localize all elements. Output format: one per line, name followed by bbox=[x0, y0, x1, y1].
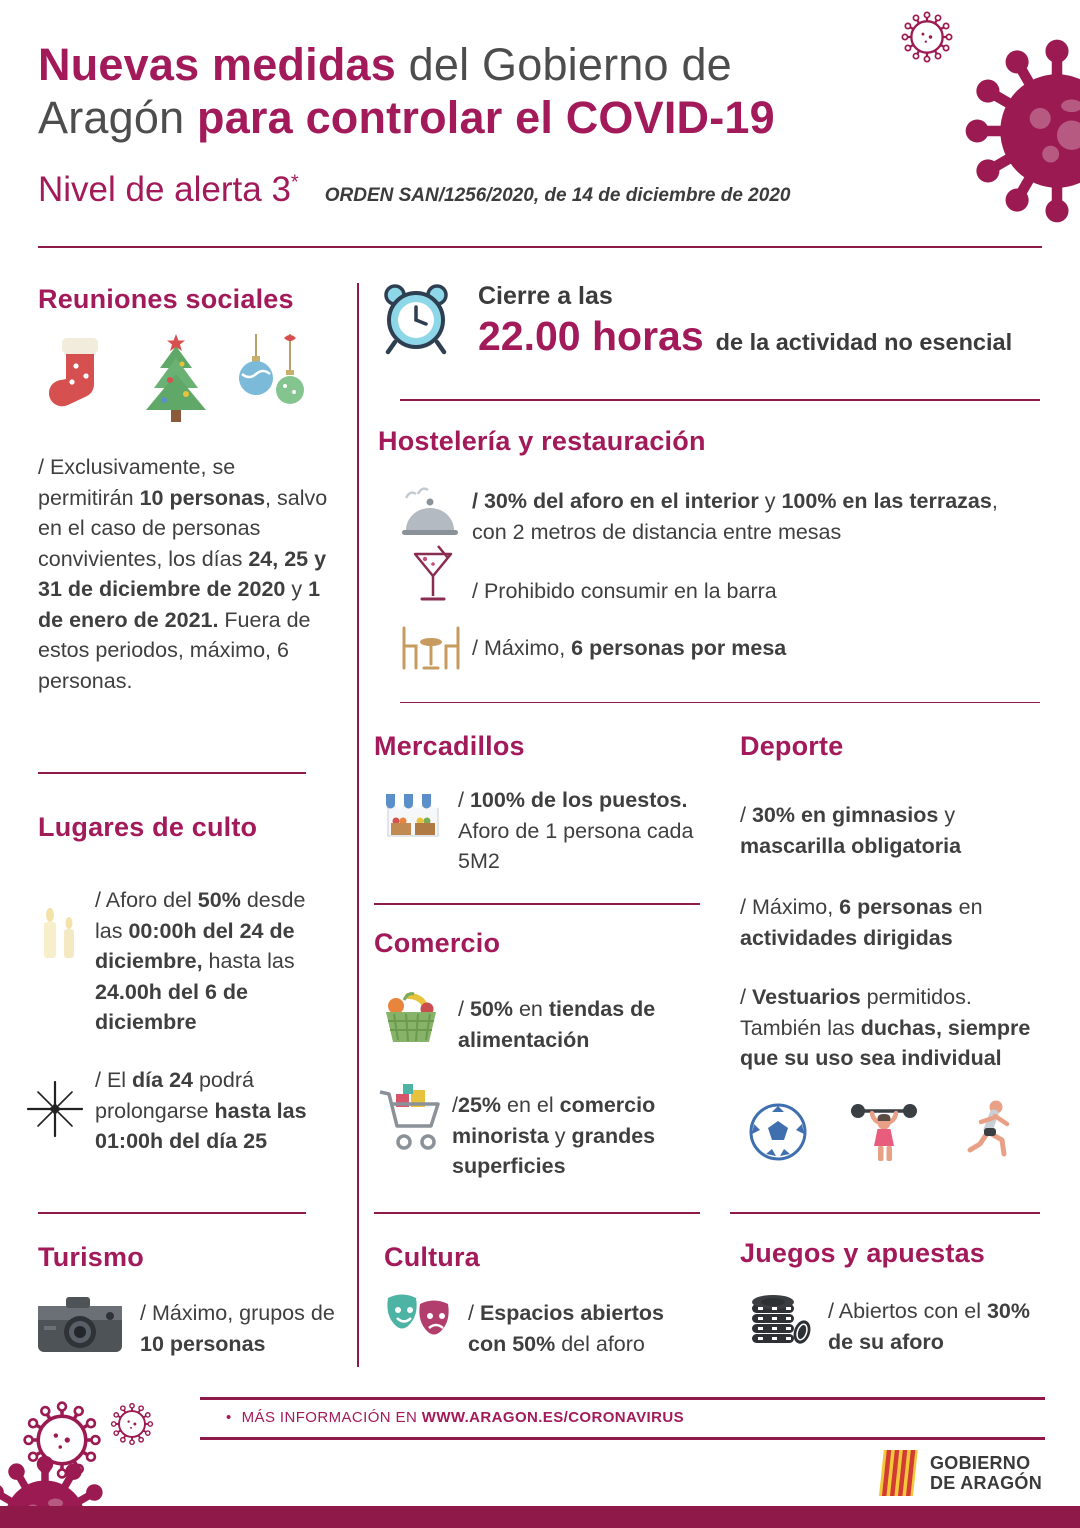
hosteleria-item-3: / Máximo, 6 personas por mesa bbox=[472, 636, 787, 660]
left-divider-2 bbox=[38, 1212, 306, 1214]
reuniones-text: / Exclusivamente, se permitirán 10 personas, salvo en el caso de personas convivientes, los días 24, 25 y 31 de diciembre de 2020 y 1 de enero de 2021. Fuera de estos periodos, máximo, 6 personas. bbox=[38, 455, 328, 693]
mercadillos-text: / 100% de los puestos. Aforo de 1 persona cada 5M2 bbox=[458, 788, 694, 874]
section-title-comercio: Comercio bbox=[374, 928, 501, 958]
christmas-tree-icon bbox=[134, 332, 218, 432]
soccer-ball-icon bbox=[748, 1102, 808, 1162]
page-title bbox=[38, 38, 878, 144]
grocery-basket-icon bbox=[380, 986, 442, 1048]
bottom-bar bbox=[0, 1506, 1080, 1528]
footer-divider-top bbox=[200, 1397, 1045, 1400]
camera-icon bbox=[36, 1294, 124, 1356]
footer-info bbox=[226, 1409, 684, 1426]
juegos-text: / Abiertos con el 30% de su aforo bbox=[828, 1299, 1030, 1354]
alarm-clock-icon bbox=[380, 280, 452, 356]
cocktail-icon bbox=[410, 544, 456, 606]
logo-text bbox=[930, 1453, 1042, 1493]
virus-icon bbox=[898, 8, 956, 66]
weightlifting-icon bbox=[846, 1099, 922, 1165]
market-stall-icon bbox=[382, 790, 444, 852]
closure-divider bbox=[400, 399, 1040, 401]
table-chairs-icon bbox=[398, 620, 464, 672]
column-divider bbox=[357, 283, 359, 1367]
alert-level: Nivel de alerta 3* bbox=[38, 170, 299, 209]
closure-intro: Cierre a las bbox=[478, 282, 613, 310]
footer-divider-bottom bbox=[200, 1437, 1045, 1440]
shopping-cart-icon bbox=[376, 1082, 446, 1154]
culto-item-2: / El día 24 podrá prolongarse hasta las 01:00h del día 25 bbox=[95, 1068, 307, 1154]
gobierno-aragon-logo bbox=[878, 1448, 1042, 1498]
section-title-reuniones: Reuniones sociales bbox=[38, 284, 294, 314]
hosteleria-item-1: / 30% del aforo en el interior y 100% en las terrazas, con 2 metros de distancia entre mesas bbox=[472, 489, 998, 544]
logo-line-2: DE ARAGÓN bbox=[930, 1473, 1043, 1493]
comercio-divider bbox=[374, 1212, 700, 1214]
footer-bullet: • bbox=[226, 1409, 232, 1426]
section-title-deporte: Deporte bbox=[740, 731, 844, 761]
logo-line-1: GOBIERNO bbox=[930, 1452, 1031, 1473]
theater-masks-icon bbox=[382, 1290, 458, 1350]
comercio-item-1: / 50% en tiendas de alimentación bbox=[458, 997, 656, 1052]
section-title-juegos: Juegos y apuestas bbox=[740, 1238, 986, 1268]
virus-icon bbox=[108, 1400, 156, 1448]
left-divider-1 bbox=[38, 772, 306, 774]
aragon-flag-icon bbox=[878, 1448, 920, 1498]
culto-item-1: / Aforo del 50% desde las 00:00h del 24 de diciembre, hasta las 24.00h del 6 de diciembre bbox=[95, 888, 306, 1035]
deporte-divider bbox=[730, 1212, 1040, 1214]
comercio-item-2: /25% en el comercio minorista y grandes superficies bbox=[452, 1093, 656, 1179]
virus-icon bbox=[952, 26, 1080, 236]
candles-icon bbox=[28, 902, 88, 964]
footer-info-text: MÁS INFORMACIÓN EN WWW.ARAGON.ES/CORONAVIRUS bbox=[241, 1409, 684, 1426]
section-title-hosteleria: Hostelería y restauración bbox=[378, 426, 706, 456]
closure-time: 22.00 horas bbox=[478, 313, 704, 359]
alert-asterisk: * bbox=[290, 171, 299, 194]
page-title-line2: Aragón para controlar el COVID-19 bbox=[38, 92, 775, 144]
deporte-item-2: / Máximo, 6 personas en actividades dirigidas bbox=[740, 895, 983, 950]
turismo-text: / Máximo, grupos de 10 personas bbox=[140, 1301, 335, 1356]
header-divider bbox=[38, 246, 1042, 248]
sparkle-star-icon bbox=[26, 1080, 84, 1138]
mercadillos-divider bbox=[374, 903, 700, 905]
section-title-mercadillos: Mercadillos bbox=[374, 731, 525, 761]
hosteleria-item-2: / Prohibido consumir en la barra bbox=[472, 579, 777, 603]
page-title-line1: Nuevas medidas del Gobierno de bbox=[38, 39, 732, 90]
runner-icon bbox=[960, 1098, 1018, 1166]
closure-rest: de la actividad no esencial bbox=[715, 329, 1013, 355]
ornaments-icon bbox=[234, 332, 314, 422]
order-reference: ORDEN SAN/1256/2020, de 14 de diciembre de 2020 bbox=[324, 185, 791, 206]
cloche-icon bbox=[398, 486, 458, 536]
hosteleria-divider bbox=[400, 702, 1040, 703]
closure-block bbox=[478, 282, 1012, 360]
deporte-item-1: / 30% en gimnasios y mascarilla obligatoria bbox=[740, 803, 962, 858]
deporte-item-3: / Vestuarios permitidos. También las duchas, siempre que su uso sea individual bbox=[740, 985, 1031, 1071]
section-title-turismo: Turismo bbox=[38, 1242, 144, 1272]
cultura-text: / Espacios abiertos con 50% del aforo bbox=[468, 1301, 664, 1356]
stocking-icon bbox=[40, 332, 118, 418]
poker-chips-icon bbox=[746, 1288, 812, 1348]
section-title-culto: Lugares de culto bbox=[38, 812, 258, 842]
section-title-cultura: Cultura bbox=[384, 1242, 480, 1272]
